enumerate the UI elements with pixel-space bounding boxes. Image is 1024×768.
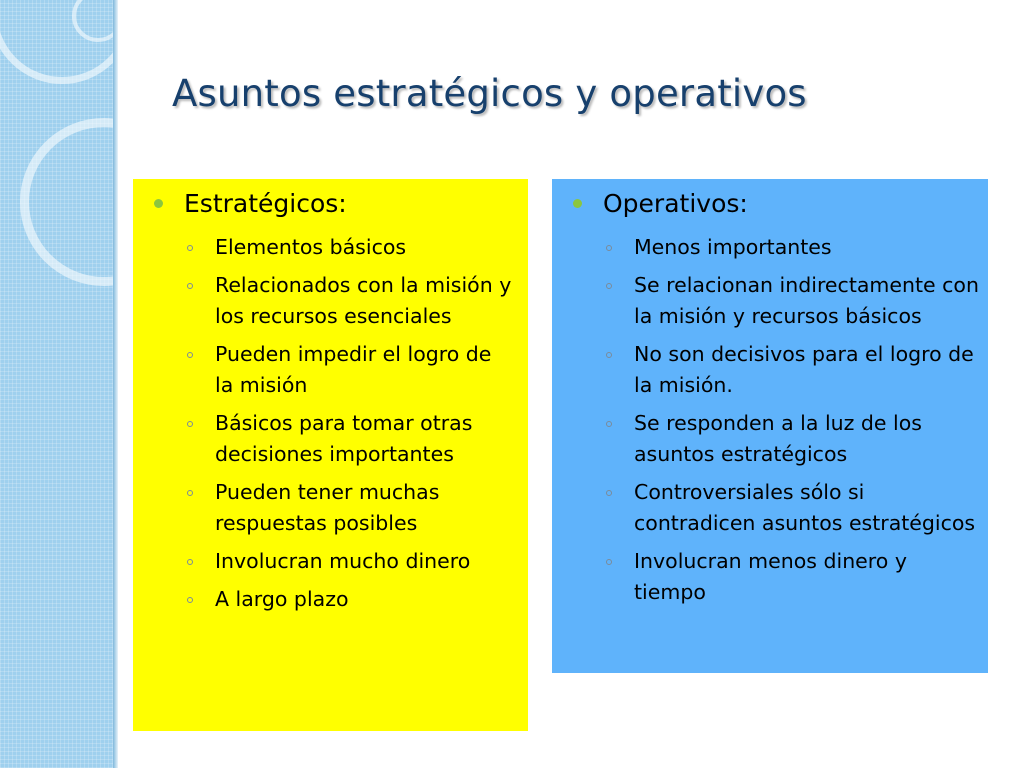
list-item-text: Se relacionan indirectamente con la misión y recursos básicos (634, 273, 979, 328)
bullet-dot-icon (154, 199, 163, 208)
ring-bullet-icon (187, 597, 193, 603)
list-item (185, 339, 515, 401)
list-item (604, 546, 984, 608)
ring-bullet-icon (187, 559, 193, 565)
list-item-text: Elementos básicos (215, 235, 407, 259)
strategic-panel (133, 179, 528, 731)
slide-title: Asuntos estratégicos y operativos (172, 72, 807, 115)
list-item (185, 584, 515, 615)
list-item (185, 408, 515, 470)
ring-bullet-icon (187, 245, 193, 251)
ring-bullet-icon (606, 245, 612, 251)
ring-bullet-icon (606, 352, 612, 358)
operative-heading: Operativos: (603, 189, 748, 218)
strategic-list (185, 232, 515, 622)
ring-bullet-icon (187, 283, 193, 289)
list-item-text: No son decisivos para el logro de la misión. (634, 342, 974, 397)
list-item-text: Relacionados con la misión y los recursos esenciales (215, 273, 512, 328)
strip-edge-shadow (113, 0, 118, 768)
ring-bullet-icon (606, 490, 612, 496)
list-item (185, 270, 515, 332)
list-item (185, 232, 515, 263)
operative-panel (552, 179, 988, 673)
list-item-text: Básicos para tomar otras decisiones importantes (215, 411, 473, 466)
list-item-text: Menos importantes (634, 235, 832, 259)
list-item (604, 477, 984, 539)
list-item (604, 339, 984, 401)
list-item-text: Se responden a la luz de los asuntos estratégicos (634, 411, 922, 466)
list-item (185, 477, 515, 539)
list-item-text: Pueden impedir el logro de la misión (215, 342, 492, 397)
bullet-dot-icon (573, 199, 582, 208)
operative-list (604, 232, 984, 615)
ring-bullet-icon (606, 283, 612, 289)
decorative-left-strip (0, 0, 113, 768)
list-item (604, 232, 984, 263)
decorative-ring (20, 118, 113, 286)
operative-heading-row (552, 189, 748, 219)
strategic-heading-row (133, 189, 347, 219)
ring-bullet-icon (187, 490, 193, 496)
strategic-heading: Estratégicos: (184, 189, 347, 218)
list-item-text: Pueden tener muchas respuestas posibles (215, 480, 440, 535)
list-item-text: A largo plazo (215, 587, 349, 611)
ring-bullet-icon (606, 559, 612, 565)
ring-bullet-icon (187, 421, 193, 427)
list-item (185, 546, 515, 577)
ring-bullet-icon (187, 352, 193, 358)
ring-bullet-icon (606, 421, 612, 427)
list-item (604, 408, 984, 470)
list-item (604, 270, 984, 332)
list-item-text: Involucran menos dinero y tiempo (634, 549, 907, 604)
list-item-text: Controversiales sólo si contradicen asuntos estratégicos (634, 480, 976, 535)
list-item-text: Involucran mucho dinero (215, 549, 471, 573)
